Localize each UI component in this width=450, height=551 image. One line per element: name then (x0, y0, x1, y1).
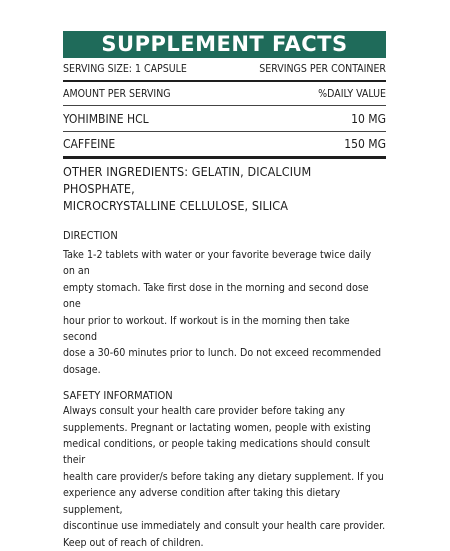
direction-text (63, 247, 386, 378)
safety-line: discontinue use immediately and consult your health care provider. (63, 520, 386, 533)
amount-per-serving: AMOUNT PER SERVING (63, 88, 171, 100)
servings-per-container: SERVINGS PER CONTAINER (259, 63, 386, 75)
daily-value-header: %DAILY VALUE (318, 88, 386, 100)
safety-heading: SAFETY INFORMATION (63, 389, 173, 403)
facts-header (63, 31, 386, 58)
safety-line: Always consult your health care provider before taking any (63, 405, 346, 418)
safety-line: medical conditions, or people taking medications should consult their (63, 438, 370, 467)
direction-line: dose a 30-60 minutes prior to lunch. Do not exceed recommended (63, 347, 382, 360)
safety-line: Keep out of reach of children. (63, 536, 204, 549)
direction-line: hour prior to workout. If workout is in the morning then take second (63, 314, 350, 344)
ingredient-row (63, 106, 386, 132)
other-ingredients-line: MICROCRYSTALLINE CELLULOSE, SILICA (63, 198, 289, 213)
ingredient-amount: 150 MG (344, 137, 386, 151)
ingredient-name: CAFFEINE (63, 137, 116, 151)
ingredient-amount: 10 MG (351, 111, 386, 126)
serving-row (63, 58, 386, 82)
safety-line: health care provider/s before taking any dietary supplement. If you (63, 470, 384, 483)
safety-text (63, 403, 386, 551)
safety-line: supplements. Pregnant or lactating women, people with existing (63, 421, 371, 434)
other-ingredients-line: OTHER INGREDIENTS: GELATIN, DICALCIUM PHOSPHATE, (63, 164, 312, 196)
ingredient-row (63, 132, 386, 159)
safety-line: experience any adverse condition after taking this dietary supplement, (63, 487, 341, 516)
serving-size: SERVING SIZE: 1 CAPSULE (63, 63, 187, 75)
ingredient-name: YOHIMBINE HCL (63, 111, 149, 126)
supplement-facts-label (63, 31, 386, 551)
direction-line: Take 1-2 tablets with water or your favorite beverage twice daily on an (63, 249, 372, 278)
direction-line: dosage. (63, 363, 101, 376)
other-ingredients (63, 163, 386, 214)
amount-row (63, 83, 386, 106)
direction-line: empty stomach. Take first dose in the morning and second dose one (63, 281, 369, 311)
direction-heading: DIRECTION (63, 229, 118, 242)
facts-title: SUPPLEMENT FACTS (101, 32, 348, 56)
